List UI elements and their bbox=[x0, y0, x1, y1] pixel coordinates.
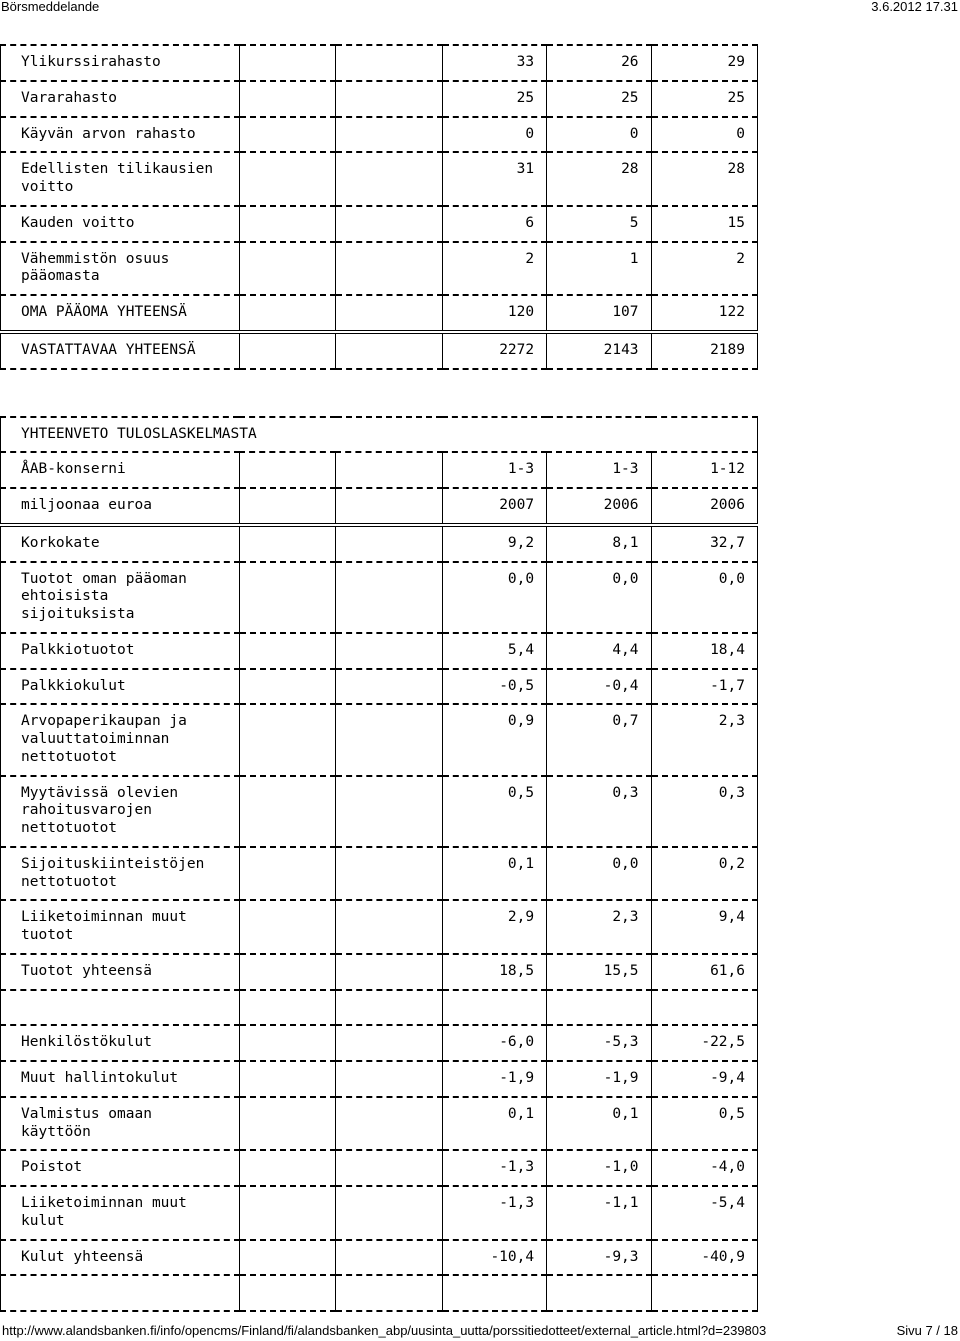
value-cell: 0 bbox=[442, 117, 546, 153]
row-label: Palkkiokulut bbox=[1, 669, 240, 705]
empty-cell bbox=[239, 562, 335, 633]
page-header bbox=[0, 0, 960, 16]
value-cell: 0,7 bbox=[547, 704, 651, 775]
table-row bbox=[1, 242, 758, 296]
row-label: Sijoituskiinteistöjen nettotuotot bbox=[1, 847, 240, 901]
empty-cell bbox=[239, 295, 335, 332]
empty-cell bbox=[239, 117, 335, 153]
empty-cell bbox=[336, 117, 442, 153]
value-cell: 2006 bbox=[651, 488, 757, 525]
value-cell: 9,4 bbox=[651, 900, 757, 954]
value-cell: 0,5 bbox=[442, 776, 546, 847]
value-cell: 5,4 bbox=[442, 633, 546, 669]
value-cell: 18,5 bbox=[442, 954, 546, 990]
table-row bbox=[1, 152, 758, 206]
empty-cell bbox=[336, 990, 442, 1026]
table-row bbox=[1, 45, 758, 81]
empty-cell bbox=[239, 452, 335, 488]
value-cell: -1,0 bbox=[547, 1150, 651, 1186]
empty-cell bbox=[239, 990, 335, 1026]
table-row bbox=[1, 776, 758, 847]
value-cell: 29 bbox=[651, 45, 757, 81]
value-cell: -9,4 bbox=[651, 1061, 757, 1097]
empty-cell bbox=[336, 206, 442, 242]
value-cell: 15 bbox=[651, 206, 757, 242]
empty-cell bbox=[239, 45, 335, 81]
value-cell: 120 bbox=[442, 295, 546, 332]
empty-cell bbox=[336, 242, 442, 296]
value-cell: 107 bbox=[547, 295, 651, 332]
row-label: Vararahasto bbox=[1, 81, 240, 117]
empty-cell bbox=[336, 295, 442, 332]
row-label: Liiketoiminnan muut tuotot bbox=[1, 900, 240, 954]
row-label: Valmistus omaan käyttöön bbox=[1, 1097, 240, 1151]
value-cell: 0,1 bbox=[442, 1097, 546, 1151]
empty-cell bbox=[239, 633, 335, 669]
value-cell bbox=[547, 990, 651, 1026]
empty-cell bbox=[336, 1275, 442, 1311]
table-row bbox=[1, 954, 758, 990]
value-cell: 0,0 bbox=[547, 562, 651, 633]
value-cell: 0,3 bbox=[651, 776, 757, 847]
value-cell: 32,7 bbox=[651, 525, 757, 562]
value-cell: 31 bbox=[442, 152, 546, 206]
row-label: ÅAB-konserni bbox=[1, 452, 240, 488]
row-label: Kauden voitto bbox=[1, 206, 240, 242]
row-label: Tuotot oman pääoman ehtoisista sijoituksista bbox=[1, 562, 240, 633]
empty-cell bbox=[336, 488, 442, 525]
empty-cell bbox=[336, 847, 442, 901]
empty-cell bbox=[239, 847, 335, 901]
table-row bbox=[1, 488, 758, 525]
row-label: Myytävissä olevien rahoitusvarojen nettotuotot bbox=[1, 776, 240, 847]
value-cell: -5,4 bbox=[651, 1186, 757, 1240]
table-row bbox=[1, 1061, 758, 1097]
value-cell: -1,3 bbox=[442, 1186, 546, 1240]
page-number: Sivu 7 / 18 bbox=[896, 1323, 958, 1338]
empty-cell bbox=[336, 633, 442, 669]
value-cell: 0,1 bbox=[547, 1097, 651, 1151]
table-row bbox=[1, 1186, 758, 1240]
table-row bbox=[1, 332, 758, 369]
value-cell: 2,3 bbox=[651, 704, 757, 775]
row-label: Liiketoiminnan muut kulut bbox=[1, 1186, 240, 1240]
empty-cell bbox=[239, 1186, 335, 1240]
row-label bbox=[1, 1275, 240, 1311]
value-cell: 9,2 bbox=[442, 525, 546, 562]
table-row bbox=[1, 295, 758, 332]
table-row bbox=[1, 704, 758, 775]
value-cell: -1,7 bbox=[651, 669, 757, 705]
table-row bbox=[1, 525, 758, 562]
empty-cell bbox=[336, 562, 442, 633]
empty-cell bbox=[336, 900, 442, 954]
value-cell: 2006 bbox=[547, 488, 651, 525]
report-tables bbox=[0, 44, 762, 1312]
value-cell: 25 bbox=[651, 81, 757, 117]
table-row bbox=[1, 669, 758, 705]
income-table bbox=[0, 416, 758, 1313]
value-cell: 25 bbox=[442, 81, 546, 117]
row-label: Poistot bbox=[1, 1150, 240, 1186]
empty-cell bbox=[239, 1061, 335, 1097]
value-cell: 2143 bbox=[547, 332, 651, 369]
empty-cell bbox=[239, 1150, 335, 1186]
table-row bbox=[1, 900, 758, 954]
value-cell: 2 bbox=[651, 242, 757, 296]
value-cell: 122 bbox=[651, 295, 757, 332]
empty-cell bbox=[239, 1025, 335, 1061]
value-cell: 2007 bbox=[442, 488, 546, 525]
empty-cell bbox=[239, 242, 335, 296]
value-cell: 0,9 bbox=[442, 704, 546, 775]
value-cell: 0,3 bbox=[547, 776, 651, 847]
table-row bbox=[1, 206, 758, 242]
empty-cell bbox=[239, 525, 335, 562]
table-row bbox=[1, 1275, 758, 1311]
value-cell: 1-3 bbox=[442, 452, 546, 488]
table-row bbox=[1, 562, 758, 633]
value-cell: 28 bbox=[547, 152, 651, 206]
empty-cell bbox=[336, 152, 442, 206]
empty-cell bbox=[336, 1025, 442, 1061]
table-row bbox=[1, 1240, 758, 1276]
empty-cell bbox=[336, 452, 442, 488]
empty-cell bbox=[336, 704, 442, 775]
value-cell: 6 bbox=[442, 206, 546, 242]
value-cell: -0,4 bbox=[547, 669, 651, 705]
value-cell: -6,0 bbox=[442, 1025, 546, 1061]
value-cell: 5 bbox=[547, 206, 651, 242]
value-cell: 61,6 bbox=[651, 954, 757, 990]
value-cell: -9,3 bbox=[547, 1240, 651, 1276]
row-label: Edellisten tilikausien voitto bbox=[1, 152, 240, 206]
empty-cell bbox=[239, 488, 335, 525]
empty-cell bbox=[239, 954, 335, 990]
value-cell bbox=[442, 1275, 546, 1311]
value-cell: -22,5 bbox=[651, 1025, 757, 1061]
value-cell: 0,0 bbox=[547, 847, 651, 901]
value-cell: 15,5 bbox=[547, 954, 651, 990]
value-cell: 0,1 bbox=[442, 847, 546, 901]
table-row bbox=[1, 1025, 758, 1061]
source-url: http://www.alandsbanken.fi/info/opencms/Finland/fi/alandsbanken_abp/uusinta_uutta/porssitiedotteet/external_article.html?d=239803 bbox=[2, 1323, 767, 1338]
value-cell: 0,2 bbox=[651, 847, 757, 901]
row-label: Palkkiotuotot bbox=[1, 633, 240, 669]
value-cell: 28 bbox=[651, 152, 757, 206]
row-label: VASTATTAVAA YHTEENSÄ bbox=[1, 332, 240, 369]
value-cell: 33 bbox=[442, 45, 546, 81]
value-cell bbox=[547, 1275, 651, 1311]
value-cell: -1,1 bbox=[547, 1186, 651, 1240]
value-cell bbox=[442, 990, 546, 1026]
empty-cell bbox=[336, 525, 442, 562]
table-row bbox=[1, 117, 758, 153]
empty-cell bbox=[336, 1240, 442, 1276]
empty-cell bbox=[239, 900, 335, 954]
empty-cell bbox=[239, 81, 335, 117]
value-cell bbox=[651, 990, 757, 1026]
row-label: miljoonaa euroa bbox=[1, 488, 240, 525]
value-cell: -4,0 bbox=[651, 1150, 757, 1186]
empty-cell bbox=[336, 1097, 442, 1151]
row-label: Arvopaperikaupan ja valuuttatoiminnan nettotuotot bbox=[1, 704, 240, 775]
row-label: Henkilöstökulut bbox=[1, 1025, 240, 1061]
balance-table bbox=[0, 44, 758, 370]
empty-cell bbox=[239, 1097, 335, 1151]
empty-cell bbox=[336, 332, 442, 369]
value-cell: 26 bbox=[547, 45, 651, 81]
empty-cell bbox=[239, 669, 335, 705]
value-cell: -1,9 bbox=[547, 1061, 651, 1097]
value-cell: 2,9 bbox=[442, 900, 546, 954]
row-label: Korkokate bbox=[1, 525, 240, 562]
value-cell: -40,9 bbox=[651, 1240, 757, 1276]
table-row bbox=[1, 633, 758, 669]
row-label: OMA PÄÄOMA YHTEENSÄ bbox=[1, 295, 240, 332]
value-cell: 1 bbox=[547, 242, 651, 296]
empty-cell bbox=[336, 1150, 442, 1186]
row-label: Muut hallintokulut bbox=[1, 1061, 240, 1097]
row-label: Vähemmistön osuus pääomasta bbox=[1, 242, 240, 296]
value-cell bbox=[651, 1275, 757, 1311]
value-cell: 0,0 bbox=[651, 562, 757, 633]
row-label: Ylikurssirahasto bbox=[1, 45, 240, 81]
table-row bbox=[1, 452, 758, 488]
empty-cell bbox=[239, 206, 335, 242]
empty-cell bbox=[336, 81, 442, 117]
table-row bbox=[1, 847, 758, 901]
value-cell: 8,1 bbox=[547, 525, 651, 562]
income-table-title: YHTEENVETO TULOSLASKELMASTA bbox=[1, 417, 758, 453]
value-cell: -5,3 bbox=[547, 1025, 651, 1061]
row-label: Tuotot yhteensä bbox=[1, 954, 240, 990]
empty-cell bbox=[336, 954, 442, 990]
value-cell: 0,5 bbox=[651, 1097, 757, 1151]
empty-cell bbox=[239, 1240, 335, 1276]
empty-cell bbox=[239, 332, 335, 369]
value-cell: -1,3 bbox=[442, 1150, 546, 1186]
value-cell: 4,4 bbox=[547, 633, 651, 669]
value-cell: 2272 bbox=[442, 332, 546, 369]
page-footer bbox=[0, 1323, 960, 1341]
value-cell: 18,4 bbox=[651, 633, 757, 669]
value-cell: 2,3 bbox=[547, 900, 651, 954]
empty-cell bbox=[239, 1275, 335, 1311]
empty-cell bbox=[336, 1061, 442, 1097]
table-row bbox=[1, 81, 758, 117]
table-row bbox=[1, 1150, 758, 1186]
row-label bbox=[1, 990, 240, 1026]
empty-cell bbox=[336, 1186, 442, 1240]
print-timestamp: 3.6.2012 17.31 bbox=[871, 0, 958, 14]
empty-cell bbox=[336, 45, 442, 81]
empty-cell bbox=[336, 776, 442, 847]
value-cell: 0 bbox=[547, 117, 651, 153]
value-cell: 2189 bbox=[651, 332, 757, 369]
income-table-title-row bbox=[1, 417, 758, 453]
value-cell: 0,0 bbox=[442, 562, 546, 633]
empty-cell bbox=[239, 152, 335, 206]
row-label: Käyvän arvon rahasto bbox=[1, 117, 240, 153]
value-cell: 25 bbox=[547, 81, 651, 117]
empty-cell bbox=[336, 669, 442, 705]
value-cell: 1-3 bbox=[547, 452, 651, 488]
value-cell: 2 bbox=[442, 242, 546, 296]
value-cell: -0,5 bbox=[442, 669, 546, 705]
table-row bbox=[1, 990, 758, 1026]
empty-cell bbox=[239, 704, 335, 775]
value-cell: 0 bbox=[651, 117, 757, 153]
document-type: Börsmeddelande bbox=[1, 0, 100, 14]
value-cell: 1-12 bbox=[651, 452, 757, 488]
value-cell: -1,9 bbox=[442, 1061, 546, 1097]
empty-cell bbox=[239, 776, 335, 847]
table-row bbox=[1, 1097, 758, 1151]
value-cell: -10,4 bbox=[442, 1240, 546, 1276]
row-label: Kulut yhteensä bbox=[1, 1240, 240, 1276]
